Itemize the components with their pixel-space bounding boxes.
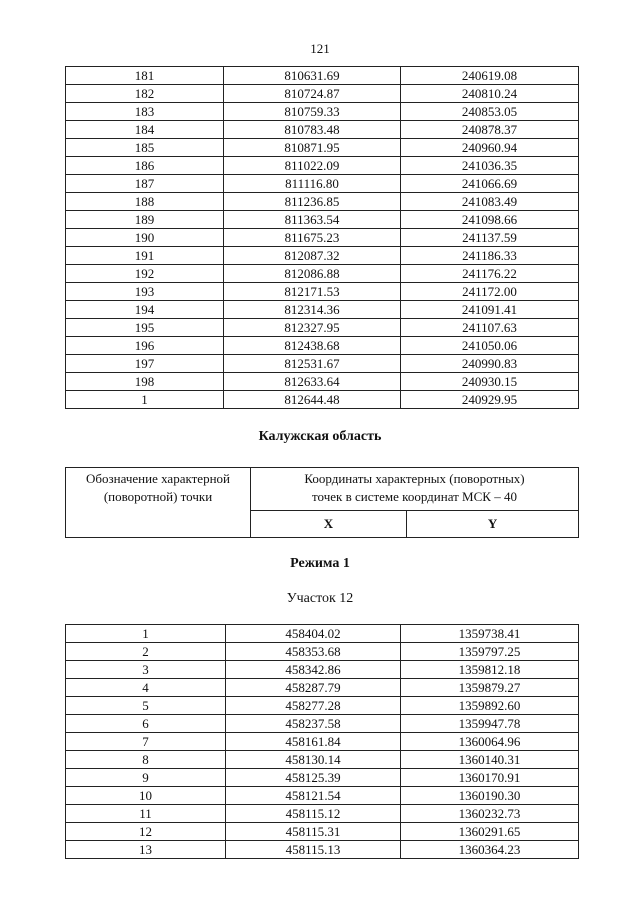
table-row bbox=[66, 697, 579, 715]
x-coordinate-cell: 810631.69 bbox=[224, 67, 401, 85]
table-row bbox=[66, 625, 579, 643]
point-number-cell: 190 bbox=[66, 229, 224, 247]
point-number-cell: 182 bbox=[66, 85, 224, 103]
table-row bbox=[66, 661, 579, 679]
point-number-cell: 187 bbox=[66, 175, 224, 193]
point-number-cell: 2 bbox=[66, 643, 226, 661]
y-coordinate-cell: 1359879.27 bbox=[401, 679, 579, 697]
y-coordinate-cell: 1360190.30 bbox=[401, 787, 579, 805]
y-coordinate-cell: 241176.22 bbox=[401, 265, 579, 283]
x-coordinate-cell: 810871.95 bbox=[224, 139, 401, 157]
table-row bbox=[66, 283, 579, 301]
table-row bbox=[66, 823, 579, 841]
point-number-cell: 194 bbox=[66, 301, 224, 319]
y-coordinate-cell: 1360364.23 bbox=[401, 841, 579, 859]
point-number-cell: 189 bbox=[66, 211, 224, 229]
table-row bbox=[66, 175, 579, 193]
y-coordinate-cell: 1359947.78 bbox=[401, 715, 579, 733]
x-coordinate-cell: 458237.58 bbox=[226, 715, 401, 733]
y-coordinate-cell: 1359738.41 bbox=[401, 625, 579, 643]
y-coordinate-cell: 240930.15 bbox=[401, 373, 579, 391]
y-coordinate-cell: 241036.35 bbox=[401, 157, 579, 175]
table-row bbox=[66, 157, 579, 175]
y-coordinate-cell: 1360140.31 bbox=[401, 751, 579, 769]
y-coordinate-cell: 240960.94 bbox=[401, 139, 579, 157]
y-coordinate-cell: 241066.69 bbox=[401, 175, 579, 193]
y-coordinate-cell: 1359797.25 bbox=[401, 643, 579, 661]
table-row bbox=[66, 733, 579, 751]
table-row bbox=[66, 769, 579, 787]
x-coordinate-cell: 812171.53 bbox=[224, 283, 401, 301]
x-coordinate-cell: 812644.48 bbox=[224, 391, 401, 409]
point-number-cell: 9 bbox=[66, 769, 226, 787]
table-row bbox=[66, 643, 579, 661]
point-number-cell: 196 bbox=[66, 337, 224, 355]
y-coordinate-cell: 1360170.91 bbox=[401, 769, 579, 787]
point-number-cell: 1 bbox=[66, 625, 226, 643]
point-number-cell: 184 bbox=[66, 121, 224, 139]
x-coordinate-cell: 811675.23 bbox=[224, 229, 401, 247]
x-coordinate-cell: 810759.33 bbox=[224, 103, 401, 121]
x-coordinate-cell: 458287.79 bbox=[226, 679, 401, 697]
y-coordinate-cell: 240878.37 bbox=[401, 121, 579, 139]
x-coordinate-cell: 458277.28 bbox=[226, 697, 401, 715]
x-coordinate-cell: 810724.87 bbox=[224, 85, 401, 103]
point-number-cell: 5 bbox=[66, 697, 226, 715]
y-coordinate-cell: 241083.49 bbox=[401, 193, 579, 211]
point-number-cell: 10 bbox=[66, 787, 226, 805]
point-number-cell: 1 bbox=[66, 391, 224, 409]
point-number-cell: 6 bbox=[66, 715, 226, 733]
y-coordinate-cell: 1360232.73 bbox=[401, 805, 579, 823]
table-row bbox=[66, 355, 579, 373]
coordinates-system-header bbox=[251, 468, 579, 511]
x-coordinate-cell: 458121.54 bbox=[226, 787, 401, 805]
point-designation-line1: Обозначение характерной bbox=[86, 471, 230, 486]
table-row bbox=[66, 265, 579, 283]
x-coordinate-cell: 458353.68 bbox=[226, 643, 401, 661]
page-number: 121 bbox=[310, 41, 330, 56]
table-row bbox=[66, 211, 579, 229]
y-coordinate-cell: 1359812.18 bbox=[401, 661, 579, 679]
point-number-cell: 191 bbox=[66, 247, 224, 265]
point-designation-line2: (поворотной) точки bbox=[103, 489, 213, 504]
table-row bbox=[66, 841, 579, 859]
header-row-top bbox=[66, 468, 579, 511]
y-axis-header: Y bbox=[407, 511, 579, 538]
table-row bbox=[66, 805, 579, 823]
y-coordinate-cell: 240810.24 bbox=[401, 85, 579, 103]
x-coordinate-cell: 811116.80 bbox=[224, 175, 401, 193]
table-row bbox=[66, 373, 579, 391]
section-title: Участок 12 bbox=[286, 591, 354, 606]
x-coordinate-cell: 458115.31 bbox=[226, 823, 401, 841]
point-number-cell: 4 bbox=[66, 679, 226, 697]
point-number-cell: 13 bbox=[66, 841, 226, 859]
coordinates-table-top bbox=[65, 66, 579, 409]
coordinates-system-line1: Координаты характерных (поворотных) bbox=[304, 471, 525, 486]
y-coordinate-cell: 1359892.60 bbox=[401, 697, 579, 715]
point-number-cell: 193 bbox=[66, 283, 224, 301]
point-number-cell: 195 bbox=[66, 319, 224, 337]
y-coordinate-cell: 1360064.96 bbox=[401, 733, 579, 751]
table-row bbox=[66, 85, 579, 103]
x-coordinate-cell: 812086.88 bbox=[224, 265, 401, 283]
x-coordinate-cell: 458161.84 bbox=[226, 733, 401, 751]
table-row bbox=[66, 103, 579, 121]
coordinates-table-bottom bbox=[65, 624, 579, 859]
table-row bbox=[66, 679, 579, 697]
region-title: Калужская область bbox=[258, 429, 382, 444]
point-number-cell: 197 bbox=[66, 355, 224, 373]
y-coordinate-cell: 240619.08 bbox=[401, 67, 579, 85]
point-number-cell: 8 bbox=[66, 751, 226, 769]
point-number-cell: 192 bbox=[66, 265, 224, 283]
x-coordinate-cell: 811022.09 bbox=[224, 157, 401, 175]
x-coordinate-cell: 812531.67 bbox=[224, 355, 401, 373]
x-axis-header: X bbox=[251, 511, 407, 538]
y-coordinate-cell: 240990.83 bbox=[401, 355, 579, 373]
point-number-cell: 181 bbox=[66, 67, 224, 85]
coordinates-table-top-body bbox=[66, 67, 579, 409]
point-number-cell: 183 bbox=[66, 103, 224, 121]
table-row bbox=[66, 391, 579, 409]
point-number-cell: 3 bbox=[66, 661, 226, 679]
y-coordinate-cell: 241137.59 bbox=[401, 229, 579, 247]
table-row bbox=[66, 229, 579, 247]
table-row bbox=[66, 787, 579, 805]
point-number-cell: 188 bbox=[66, 193, 224, 211]
y-coordinate-cell: 240853.05 bbox=[401, 103, 579, 121]
table-row bbox=[66, 337, 579, 355]
y-coordinate-cell: 241172.00 bbox=[401, 283, 579, 301]
x-coordinate-cell: 811236.85 bbox=[224, 193, 401, 211]
y-coordinate-cell: 241107.63 bbox=[401, 319, 579, 337]
x-coordinate-cell: 458115.13 bbox=[226, 841, 401, 859]
x-coordinate-cell: 812438.68 bbox=[224, 337, 401, 355]
table-row bbox=[66, 247, 579, 265]
y-coordinate-cell: 241091.41 bbox=[401, 301, 579, 319]
y-coordinate-cell: 240929.95 bbox=[401, 391, 579, 409]
x-coordinate-cell: 458125.39 bbox=[226, 769, 401, 787]
x-coordinate-cell: 812633.64 bbox=[224, 373, 401, 391]
y-coordinate-cell: 1360291.65 bbox=[401, 823, 579, 841]
x-coordinate-cell: 812314.36 bbox=[224, 301, 401, 319]
x-coordinate-cell: 458404.02 bbox=[226, 625, 401, 643]
table-row bbox=[66, 139, 579, 157]
table-row bbox=[66, 751, 579, 769]
point-number-cell: 186 bbox=[66, 157, 224, 175]
point-number-cell: 198 bbox=[66, 373, 224, 391]
point-number-cell: 12 bbox=[66, 823, 226, 841]
coordinates-header-table bbox=[65, 467, 579, 538]
table-row bbox=[66, 715, 579, 733]
x-coordinate-cell: 458342.86 bbox=[226, 661, 401, 679]
x-coordinate-cell: 812087.32 bbox=[224, 247, 401, 265]
y-coordinate-cell: 241098.66 bbox=[401, 211, 579, 229]
x-coordinate-cell: 812327.95 bbox=[224, 319, 401, 337]
table-row bbox=[66, 121, 579, 139]
coordinates-table-bottom-body bbox=[66, 625, 579, 859]
table-row bbox=[66, 319, 579, 337]
point-number-cell: 11 bbox=[66, 805, 226, 823]
x-coordinate-cell: 811363.54 bbox=[224, 211, 401, 229]
x-coordinate-cell: 458115.12 bbox=[226, 805, 401, 823]
table-row bbox=[66, 301, 579, 319]
x-coordinate-cell: 458130.14 bbox=[226, 751, 401, 769]
y-coordinate-cell: 241186.33 bbox=[401, 247, 579, 265]
mode-title: Режима 1 bbox=[290, 556, 350, 571]
point-number-cell: 185 bbox=[66, 139, 224, 157]
point-number-cell: 7 bbox=[66, 733, 226, 751]
coordinates-system-line2: точек в системе координат МСК – 40 bbox=[312, 489, 517, 504]
table-row bbox=[66, 193, 579, 211]
table-row bbox=[66, 67, 579, 85]
x-coordinate-cell: 810783.48 bbox=[224, 121, 401, 139]
y-coordinate-cell: 241050.06 bbox=[401, 337, 579, 355]
point-designation-header bbox=[66, 468, 251, 538]
